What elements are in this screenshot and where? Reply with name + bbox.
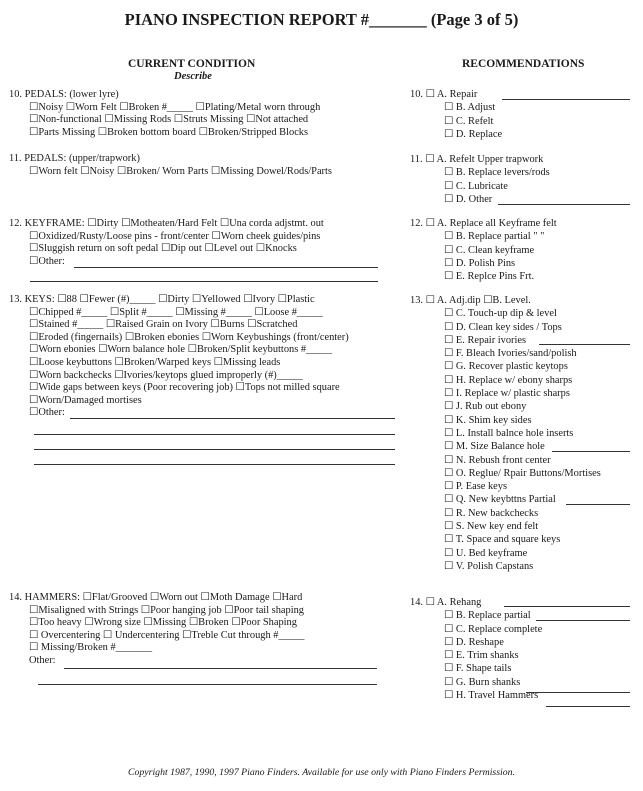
section-13-other-line-4[interactable]: [34, 464, 395, 465]
rec-13-t[interactable]: ☐ T. Space and square keys: [444, 534, 561, 546]
rec-13-n[interactable]: ☐ N. Rebush front center: [444, 454, 551, 466]
section-12-other[interactable]: ☐Other:: [29, 255, 65, 267]
rec-11-d[interactable]: ☐ D. Other: [444, 193, 493, 205]
recommendations-14: [410, 596, 542, 702]
section-14-options-4[interactable]: ☐ Missing/Broken #_______: [29, 642, 153, 654]
rec-14-f[interactable]: ☐ F. Shape tails: [444, 663, 512, 675]
rec-14-d[interactable]: ☐ D. Reshape: [444, 636, 504, 648]
section-14-other-line[interactable]: [64, 668, 377, 669]
recommendations-13: [410, 294, 601, 573]
copyright-footer: Copyright 1987, 1990, 1997 Piano Finders. Available for use only with Piano Finders Permission.: [127, 767, 516, 778]
rec-10-b[interactable]: ☐ B. Adjust: [444, 102, 496, 114]
rec-12-e[interactable]: ☐ E. Replce Pins Frt.: [444, 271, 535, 283]
rec-14-travel-hammers-line[interactable]: [546, 706, 630, 707]
rec-13-i[interactable]: ☐ I. Replace w/ plastic sharps: [444, 388, 570, 400]
section-10-title: 10. PEDALS: (lower lyre): [9, 89, 119, 100]
rec-13-o[interactable]: ☐ O. Reglue/ Rpair Buttons/Mortises: [444, 467, 601, 479]
rec-13-l[interactable]: ☐ L. Install balnce hole inserts: [444, 427, 574, 439]
section-12-other-line[interactable]: [74, 267, 378, 268]
section-13-other-line-3[interactable]: [34, 449, 395, 450]
section-12-other-line-2[interactable]: [30, 281, 378, 282]
report-title: PIANO INSPECTION REPORT #_______ (Page 3 of 5): [124, 10, 519, 29]
rec-11-other-line[interactable]: [498, 204, 630, 205]
rec-13-d[interactable]: ☐ D. Clean key sides / Tops: [444, 321, 562, 333]
section-13-keys: [9, 294, 349, 420]
rec-11-b[interactable]: ☐ B. Replace levers/rods: [444, 167, 550, 179]
rec-14-burn-shanks-line[interactable]: [526, 692, 630, 693]
rec-13-r[interactable]: ☐ R. New backchecks: [444, 507, 539, 519]
section-11-title: 11. PEDALS: (upper/trapwork): [9, 153, 140, 164]
recommendations-10: [410, 88, 502, 141]
rec-14-e[interactable]: ☐ E. Trim shanks: [444, 650, 519, 662]
rec-13-a-b[interactable]: 13. ☐ A. Adj.dip ☐B. Level.: [410, 295, 531, 306]
recommendations-12: [410, 217, 557, 283]
rec-12-b[interactable]: ☐ B. Replace partial " ": [444, 231, 545, 243]
rec-14-a[interactable]: 14. ☐ A. Rehang: [410, 597, 482, 608]
rec-13-size-balance-line[interactable]: [552, 451, 630, 452]
section-11-pedals-upper: [9, 153, 332, 178]
section-13-options-8[interactable]: ☐Worn/Damaged mortises: [29, 394, 142, 406]
rec-14-b[interactable]: ☐ B. Replace partial: [444, 610, 531, 622]
section-12-options-2[interactable]: ☐Sluggish return on soft pedal ☐Dip out ☐Level out ☐Knocks: [29, 243, 297, 255]
section-12-title[interactable]: 12. KEYFRAME: ☐Dirty ☐Motheaten/Hard Felt ☐Una corda adjstmt. out: [9, 218, 324, 229]
describe-subheading: Describe: [174, 71, 212, 82]
section-13-options-5[interactable]: ☐Loose keybuttons ☐Broken/Warped keys ☐Missing leads: [29, 356, 281, 368]
rec-13-repair-ivories-line[interactable]: [539, 344, 630, 345]
section-13-options-6[interactable]: ☐Worn backchecks ☐Ivories/keytops glued improperly (#)_____: [29, 369, 303, 381]
recommendations-heading: RECOMMENDATIONS: [462, 58, 585, 70]
rec-10-d[interactable]: ☐ D. Replace: [444, 128, 503, 140]
section-13-options-7[interactable]: ☐Wide gaps between keys (Poor recovering job) ☐Tops not milled square: [29, 382, 340, 394]
section-12-options-1[interactable]: ☐Oxidized/Rusty/Loose pins - front/center ☐Worn cheek guides/pins: [29, 230, 321, 242]
section-13-other-line-2[interactable]: [34, 434, 395, 435]
rec-11-c[interactable]: ☐ C. Lubricate: [444, 180, 508, 192]
rec-14-replace-partial-line[interactable]: [536, 620, 630, 621]
rec-14-h[interactable]: ☐ H. Travel Hammers: [444, 690, 539, 702]
rec-13-p[interactable]: ☐ P. Ease keys: [444, 481, 507, 493]
current-condition-heading: CURRENT CONDITION: [128, 58, 256, 70]
rec-13-e[interactable]: ☐ E. Repair ivories: [444, 334, 527, 346]
section-13-other[interactable]: ☐Other:: [29, 407, 65, 419]
section-14-options-3[interactable]: ☐ Overcentering ☐ Undercentering ☐Treble Cut through #_____: [29, 629, 305, 641]
rec-14-rehang-line[interactable]: [504, 606, 630, 607]
rec-12-c[interactable]: ☐ C. Clean keyframe: [444, 244, 535, 256]
section-14-other[interactable]: Other:: [29, 654, 56, 666]
section-13-options-4[interactable]: ☐Worn ebonies ☐Worn balance hole ☐Broken/Split keybuttons #_____: [29, 344, 333, 356]
rec-13-k[interactable]: ☐ K. Shim key sides: [444, 414, 532, 426]
section-13-options-3[interactable]: ☐Eroded (fingernails) ☐Broken ebonies ☐Worn Keybushings (front/center): [29, 331, 349, 343]
rec-13-q[interactable]: ☐ Q. New keybttns Partial: [444, 494, 556, 506]
rec-13-f[interactable]: ☐ F. Bleach Ivories/sand/polish: [444, 348, 577, 360]
section-10-options-1[interactable]: ☐Noisy ☐Worn Felt ☐Broken #_____ ☐Plating/Metal worn through: [29, 101, 321, 113]
rec-13-j[interactable]: ☐ J. Rub out ebony: [444, 401, 527, 413]
section-13-title[interactable]: 13. KEYS: ☐88 ☐Fewer (#)_____ ☐Dirty ☐Yellowed ☐Ivory ☐Plastic: [9, 294, 315, 305]
section-11-options-1[interactable]: ☐Worn felt ☐Noisy ☐Broken/ Worn Parts ☐Missing Dowel/Rods/Parts: [29, 165, 332, 177]
section-13-options-2[interactable]: ☐Stained #_____ ☐Raised Grain on Ivory ☐Burns ☐Scratched: [29, 319, 298, 331]
rec-13-s[interactable]: ☐ S. New key end felt: [444, 521, 539, 533]
rec-12-d[interactable]: ☐ D. Polish Pins: [444, 257, 516, 269]
rec-13-new-keybttns-line[interactable]: [566, 504, 630, 505]
section-10-options-2[interactable]: ☐Non-functional ☐Missing Rods ☐Struts Missing ☐Not attached: [29, 114, 309, 126]
section-14-hammers: [9, 592, 304, 668]
section-10-options-3[interactable]: ☐Parts Missing ☐Broken bottom board ☐Broken/Stripped Blocks: [29, 126, 309, 138]
rec-10-a[interactable]: 10. ☐ A. Repair: [410, 89, 478, 100]
rec-13-g[interactable]: ☐ G. Recover plastic keytops: [444, 361, 568, 373]
recommendations-11: [410, 153, 550, 206]
section-10-pedals-lower: [9, 89, 320, 139]
section-14-options-2[interactable]: ☐Too heavy ☐Wrong size ☐Missing ☐Broken ☐Poor Shaping: [29, 617, 297, 629]
section-14-options-1[interactable]: ☐Misaligned with Strings ☐Poor hanging job ☐Poor tail shaping: [29, 604, 305, 616]
section-14-title[interactable]: 14. HAMMERS: ☐Flat/Grooved ☐Worn out ☐Moth Damage ☐Hard: [9, 592, 303, 603]
section-12-keyframe: [9, 218, 324, 268]
section-13-other-line[interactable]: [70, 418, 395, 419]
rec-13-h[interactable]: ☐ H. Replace w/ ebony sharps: [444, 374, 573, 386]
rec-10-repair-line[interactable]: [502, 99, 630, 100]
rec-13-u[interactable]: ☐ U. Bed keyframe: [444, 547, 528, 559]
section-14-other-line-2[interactable]: [38, 684, 377, 685]
rec-12-a[interactable]: 12. ☐ A. Replace all Keyframe felt: [410, 218, 557, 229]
rec-13-m[interactable]: ☐ M. Size Balance hole: [444, 441, 545, 453]
rec-13-c[interactable]: ☐ C. Touch-up dip & level: [444, 308, 557, 320]
rec-14-g[interactable]: ☐ G. Burn shanks: [444, 676, 521, 688]
rec-13-v[interactable]: ☐ V. Polish Capstans: [444, 560, 534, 572]
rec-11-a[interactable]: 11. ☐ A. Refelt Upper trapwork: [410, 154, 544, 165]
rec-10-c[interactable]: ☐ C. Refelt: [444, 115, 494, 127]
rec-14-c[interactable]: ☐ C. Replace complete: [444, 623, 543, 635]
section-13-options-1[interactable]: ☐Chipped #_____ ☐Split #_____ ☐Missing #_____ ☐Loose #_____: [29, 306, 323, 318]
